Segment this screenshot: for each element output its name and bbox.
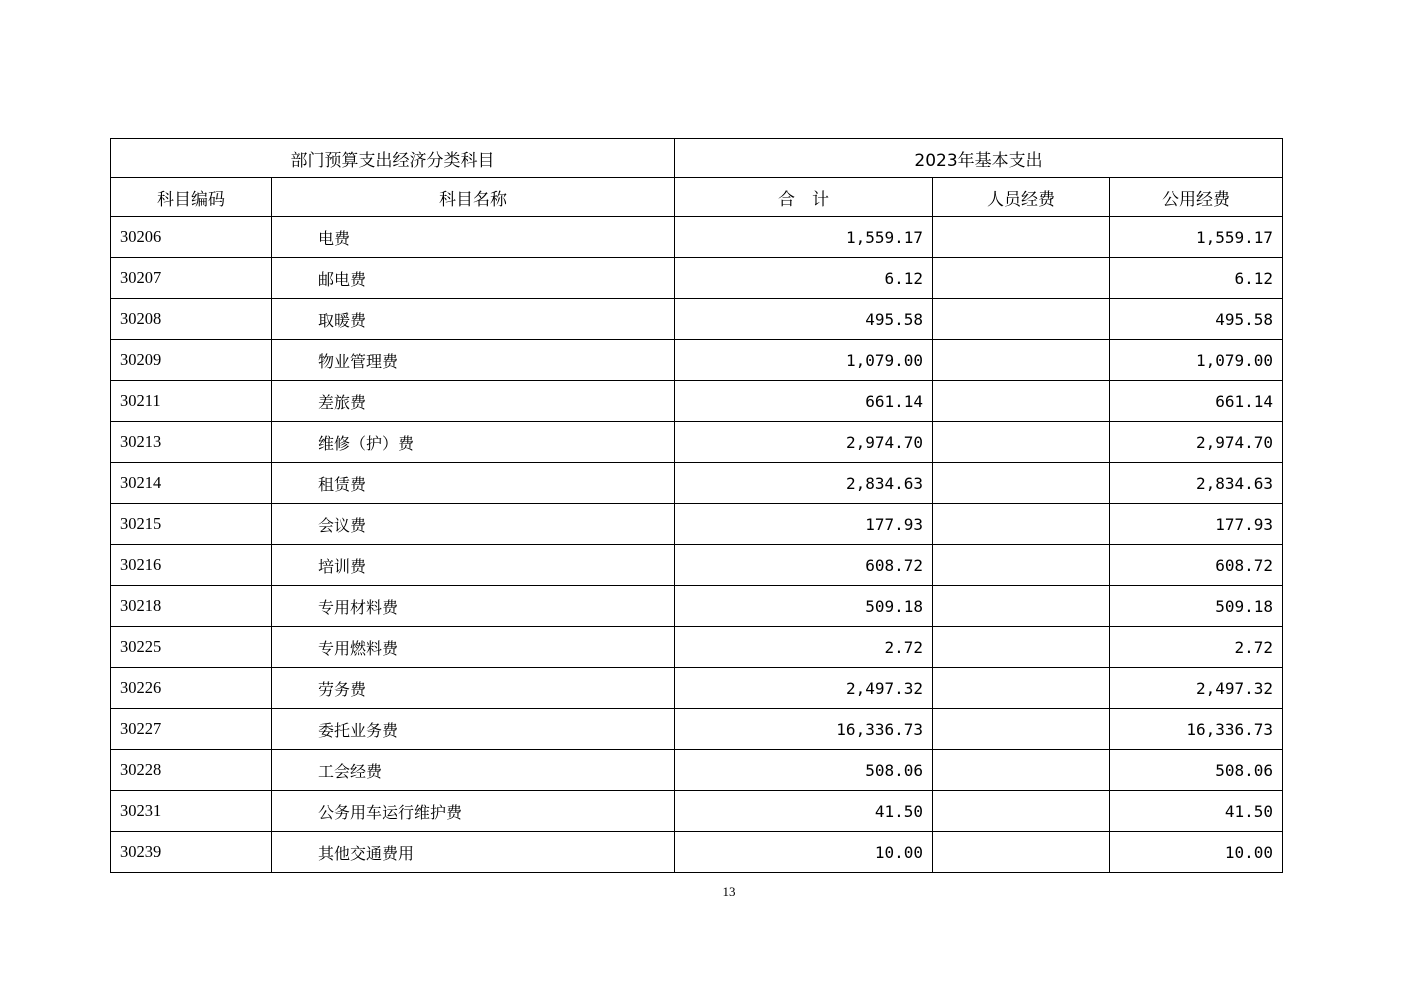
cell-public: 41.50 <box>1110 791 1283 832</box>
cell-name: 会议费 <box>272 504 675 545</box>
cell-total: 608.72 <box>675 545 933 586</box>
group-header-basic-expenditure: 2023年基本支出 <box>675 139 1283 178</box>
cell-code: 30216 <box>111 545 272 586</box>
cell-public: 1,079.00 <box>1110 340 1283 381</box>
cell-personnel <box>933 791 1110 832</box>
cell-public: 508.06 <box>1110 750 1283 791</box>
cell-public: 1,559.17 <box>1110 217 1283 258</box>
table-row <box>111 750 1283 791</box>
cell-public: 2,834.63 <box>1110 463 1283 504</box>
table-row <box>111 381 1283 422</box>
cell-code: 30231 <box>111 791 272 832</box>
cell-personnel <box>933 627 1110 668</box>
cell-personnel <box>933 422 1110 463</box>
cell-personnel <box>933 258 1110 299</box>
cell-total: 508.06 <box>675 750 933 791</box>
cell-personnel <box>933 299 1110 340</box>
cell-code: 30209 <box>111 340 272 381</box>
table-row <box>111 504 1283 545</box>
cell-name: 电费 <box>272 217 675 258</box>
cell-total: 10.00 <box>675 832 933 873</box>
cell-personnel <box>933 586 1110 627</box>
cell-personnel <box>933 340 1110 381</box>
cell-name: 委托业务费 <box>272 709 675 750</box>
table-row <box>111 668 1283 709</box>
cell-total: 41.50 <box>675 791 933 832</box>
cell-public: 608.72 <box>1110 545 1283 586</box>
table-row <box>111 258 1283 299</box>
cell-name: 取暖费 <box>272 299 675 340</box>
cell-personnel <box>933 217 1110 258</box>
cell-name: 劳务费 <box>272 668 675 709</box>
table-row <box>111 463 1283 504</box>
column-header-total: 合 计 <box>675 178 933 217</box>
cell-code: 30228 <box>111 750 272 791</box>
cell-total: 509.18 <box>675 586 933 627</box>
cell-personnel <box>933 463 1110 504</box>
cell-total: 1,559.17 <box>675 217 933 258</box>
cell-total: 661.14 <box>675 381 933 422</box>
cell-public: 661.14 <box>1110 381 1283 422</box>
group-header-classification: 部门预算支出经济分类科目 <box>111 139 675 178</box>
cell-total: 2,834.63 <box>675 463 933 504</box>
cell-code: 30206 <box>111 217 272 258</box>
cell-total: 177.93 <box>675 504 933 545</box>
cell-public: 6.12 <box>1110 258 1283 299</box>
cell-name: 维修（护）费 <box>272 422 675 463</box>
cell-name: 邮电费 <box>272 258 675 299</box>
table-row <box>111 709 1283 750</box>
cell-public: 495.58 <box>1110 299 1283 340</box>
table-row <box>111 832 1283 873</box>
cell-total: 2.72 <box>675 627 933 668</box>
column-header-row <box>111 178 1283 217</box>
cell-total: 6.12 <box>675 258 933 299</box>
cell-code: 30239 <box>111 832 272 873</box>
table-row <box>111 586 1283 627</box>
page-number: 13 <box>722 884 736 899</box>
cell-name: 工会经费 <box>272 750 675 791</box>
cell-personnel <box>933 381 1110 422</box>
table-row <box>111 627 1283 668</box>
table-row <box>111 545 1283 586</box>
column-header-personnel: 人员经费 <box>933 178 1110 217</box>
cell-public: 2,497.32 <box>1110 668 1283 709</box>
cell-name: 专用材料费 <box>272 586 675 627</box>
cell-personnel <box>933 504 1110 545</box>
cell-total: 16,336.73 <box>675 709 933 750</box>
cell-name: 培训费 <box>272 545 675 586</box>
cell-name: 物业管理费 <box>272 340 675 381</box>
cell-total: 2,974.70 <box>675 422 933 463</box>
cell-total: 2,497.32 <box>675 668 933 709</box>
cell-public: 177.93 <box>1110 504 1283 545</box>
cell-code: 30207 <box>111 258 272 299</box>
budget-table <box>110 138 1283 873</box>
cell-personnel <box>933 668 1110 709</box>
cell-name: 专用燃料费 <box>272 627 675 668</box>
cell-code: 30227 <box>111 709 272 750</box>
cell-code: 30208 <box>111 299 272 340</box>
table-row <box>111 217 1283 258</box>
column-header-public: 公用经费 <box>1110 178 1283 217</box>
cell-name: 其他交通费用 <box>272 832 675 873</box>
cell-public: 2,974.70 <box>1110 422 1283 463</box>
cell-code: 30225 <box>111 627 272 668</box>
table-row <box>111 422 1283 463</box>
cell-code: 30218 <box>111 586 272 627</box>
cell-code: 30226 <box>111 668 272 709</box>
cell-code: 30213 <box>111 422 272 463</box>
cell-personnel <box>933 750 1110 791</box>
cell-public: 509.18 <box>1110 586 1283 627</box>
cell-public: 2.72 <box>1110 627 1283 668</box>
cell-code: 30211 <box>111 381 272 422</box>
cell-total: 495.58 <box>675 299 933 340</box>
cell-personnel <box>933 832 1110 873</box>
column-header-code: 科目编码 <box>111 178 272 217</box>
table-row <box>111 340 1283 381</box>
column-header-name: 科目名称 <box>272 178 675 217</box>
cell-code: 30214 <box>111 463 272 504</box>
table-row <box>111 791 1283 832</box>
cell-personnel <box>933 709 1110 750</box>
cell-total: 1,079.00 <box>675 340 933 381</box>
cell-public: 16,336.73 <box>1110 709 1283 750</box>
cell-personnel <box>933 545 1110 586</box>
cell-name: 租赁费 <box>272 463 675 504</box>
cell-name: 公务用车运行维护费 <box>272 791 675 832</box>
group-header-row <box>111 139 1283 178</box>
cell-name: 差旅费 <box>272 381 675 422</box>
cell-code: 30215 <box>111 504 272 545</box>
cell-public: 10.00 <box>1110 832 1283 873</box>
table-row <box>111 299 1283 340</box>
